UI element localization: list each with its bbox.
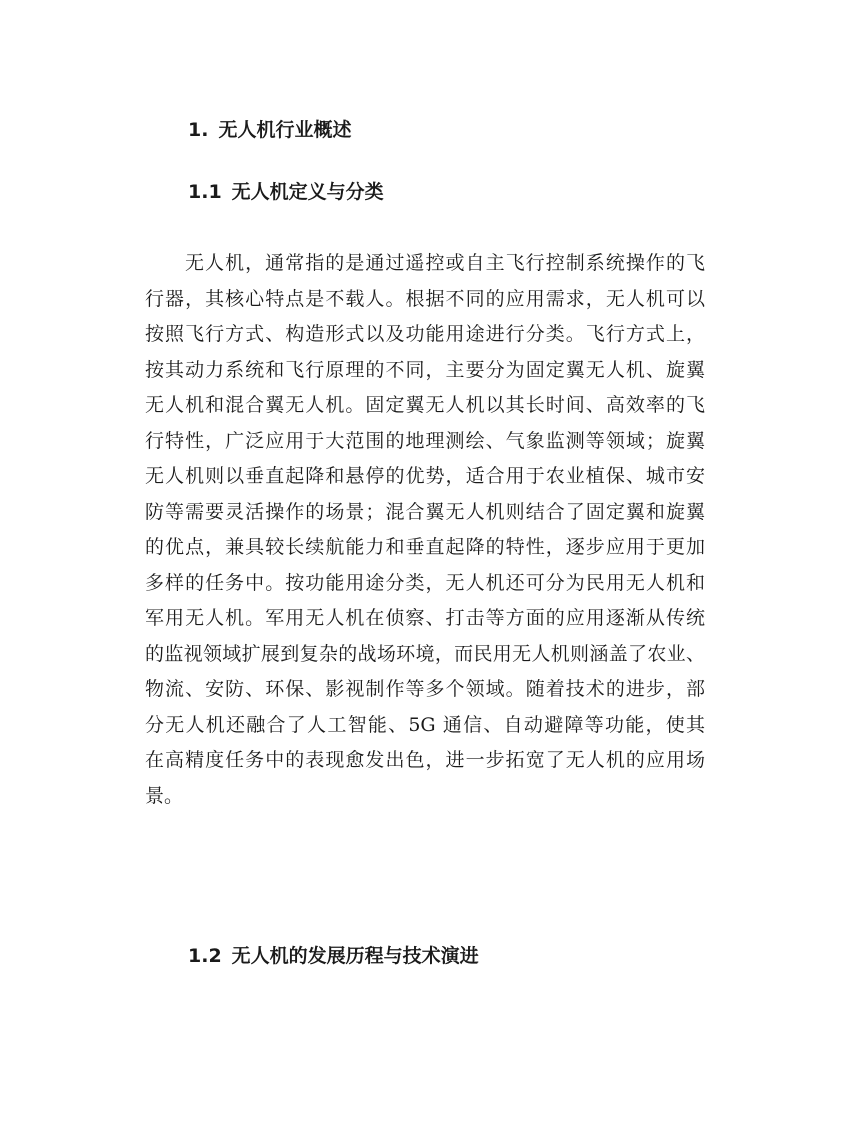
paragraph-line: 无人机和混合翼无人机。固定翼无人机以其长时间、高效率的飞 [145,394,705,416]
body-paragraph [145,246,705,814]
paragraph-line: 景。 [145,784,184,807]
paragraph-line: 物流、安防、环保、影视制作等多个领域。随着技术的进步，部 [145,678,705,700]
subsection-title: 无人机定义与分类 [231,181,384,203]
subsection-heading-1-1 [188,180,384,204]
paragraph-line: 在高精度任务中的表现愈发出色，进一步拓宽了无人机的应用场 [145,749,705,771]
paragraph-line: 行特性，广泛应用于大范围的地理测绘、气象监测等领域；旋翼 [145,429,705,452]
paragraph-line: 按其动力系统和飞行原理的不同，主要分为固定翼无人机、旋翼 [145,358,705,381]
subsection-number: 1.2 [188,945,222,967]
paragraph-line: 军用无人机。军用无人机在侦察、打击等方面的应用逐渐从传统 [145,607,705,629]
paragraph-line: 的监视领域扩展到复杂的战场环境，而民用无人机则涵盖了农业、 [145,642,705,665]
paragraph-line: 分无人机还融合了人工智能、5G 通信、自动避障等功能，使其 [145,713,705,736]
paragraph-line: 无人机则以垂直起降和悬停的优势，适合用于农业植保、城市安 [145,465,705,487]
paragraph-line: 无人机，通常指的是通过遥控或自主飞行控制系统操作的飞 [185,252,705,274]
subsection-number: 1.1 [188,181,222,203]
paragraph-line: 防等需要灵活操作的场景；混合翼无人机则结合了固定翼和旋翼 [145,500,705,523]
paragraph-line: 行器，其核心特点是不载人。根据不同的应用需求，无人机可以 [145,287,705,310]
paragraph-line: 按照飞行方式、构造形式以及功能用途进行分类。飞行方式上， [145,323,705,345]
subsection-title: 无人机的发展历程与技术演进 [231,945,479,967]
section-title: 无人机行业概述 [218,119,352,141]
subsection-heading-1-2 [188,944,479,968]
paragraph-line: 多样的任务中。按功能用途分类，无人机还可分为民用无人机和 [145,571,705,594]
section-number: 1. [188,119,209,141]
paragraph-line: 的优点，兼具较长续航能力和垂直起降的特性，逐步应用于更加 [145,536,705,558]
section-heading-1 [188,118,351,142]
